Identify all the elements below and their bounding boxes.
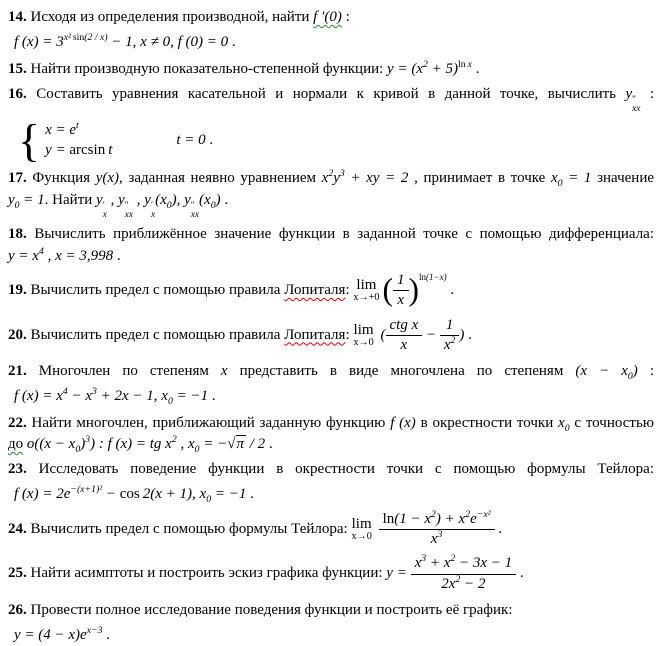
problem-text: Исследовать поведение функции в окрестности точки с помощью формулы Тейлора: — [38, 461, 654, 478]
problem-text: Найти производную показательно-степенной функции: $y = (x^2 + 5)^{ln x}$ . — [30, 58, 480, 77]
problem-number: 23. — [8, 461, 27, 478]
problem-14 — [8, 7, 654, 28]
formula: f $(x) = 3^{x^2 sin(2 / x)} - 1$, x ≠ 0, f (0) = 0 . — [14, 32, 236, 51]
problem-number: 19. — [8, 282, 27, 299]
problem-number: 25. — [8, 565, 27, 582]
problem-number: 18. — [8, 226, 27, 243]
formula: $y = (4 - x)e^{x-3}$ . — [14, 625, 111, 644]
formula: f $(x) = x^4 - x^3 + 2x - 1$, $x_0 = -1$ . — [14, 386, 216, 408]
problem-17 — [8, 168, 654, 220]
problem-text: Исходя из определения производной, найти f ′(0) : — [30, 9, 350, 25]
problem-text: Многочлен по степеням x представить в виде многочлена по степеням $(x - x_0)$ : — [38, 363, 654, 382]
system-brace: { — [18, 114, 41, 166]
system-equations — [45, 122, 112, 159]
problem-25 — [8, 555, 654, 593]
problem-20 — [8, 317, 654, 355]
system-condition: t = 0 . — [176, 132, 214, 148]
problem-number: 22. — [8, 414, 27, 431]
problem-number: 20. — [8, 326, 27, 343]
problem-number: 24. — [8, 520, 27, 537]
problem-14-formula — [14, 32, 654, 53]
problem-number: 16. — [8, 85, 27, 102]
system-equation-x: $x = e^t$ — [45, 120, 79, 138]
problem-21-formula — [14, 386, 654, 407]
problem-26 — [8, 600, 654, 621]
system-equation-y: y = arcsin t — [45, 142, 113, 158]
problem-22 — [8, 413, 654, 456]
problem-number: 14. — [8, 9, 27, 25]
problem-24 — [8, 508, 654, 549]
problem-number: 17. — [8, 170, 27, 187]
formula: f $(x) = 2e^{-(x+1)^2} - \cos 2(x + 1)$, $x_0 = -1$ . — [14, 484, 254, 506]
problem-text: Составить уравнения касательной и нормали к кривой в данной точке, вычислить y ″ xx : — [36, 85, 654, 115]
problem-23-formula — [14, 484, 654, 505]
problem-text: Функция y(x), заданная неявно уравнением $x^2y^3$ + xy = 2 , принимает в точке $x_0 = 1$ значение $y_0 = 1$. Найти y ′ x , y ″ xx , y ′ x $(x_0)$, y ″ xx $(x_0)$ . — [8, 168, 655, 221]
problem-16 — [8, 84, 654, 115]
problem-number: 26. — [8, 601, 27, 618]
problem-text: Найти асимптоты и построить эскиз графика функции: y = $\frac{x^3 + x^2 - 3x - 1}{2x^2 - 2}$ . — [30, 553, 524, 592]
problem-18 — [8, 224, 654, 267]
problem-number: 21. — [8, 363, 27, 379]
problem-16-system — [18, 114, 654, 166]
problem-text: Вычислить предел с помощью правила Лопиталя: lim x→+0 ( $\frac{1}{x}$ )$^{ln(1-x)}$ . — [30, 272, 455, 309]
problem-text: Провести полное исследование поведения функции и построить её график: — [30, 601, 513, 618]
problem-15 — [8, 59, 654, 80]
problem-number: 15. — [8, 60, 27, 77]
problem-19 — [8, 272, 654, 310]
problem-23 — [8, 459, 654, 480]
problem-text: Вычислить приближённое значение функции в заданной точке с помощью дифференциала: $y = x^4$ , x = 3,998 . — [8, 226, 655, 264]
problem-text: Вычислить предел с помощью формулы Тейлора: lim x→0 $\frac{\ln(1 - x^2) + x^2e^{-x^2}}{x^3}$ . — [30, 508, 503, 548]
problem-text: Вычислить предел с помощью правила Лопиталя: lim x→0 ( $\frac{\text{ctg x}}{x}$ − $\frac{1}{x^2}$ ) . — [30, 316, 472, 353]
problem-26-formula — [14, 625, 654, 646]
problem-21 — [8, 361, 654, 382]
problem-text: Найти многочлен, приближающий заданную функцию f (x) в окрестности точки $x_0$ с точностью до $o((x - x_0)^3)$ : f (x) = tg $x^2$ , $x_0 = -√\pi / 2$ . — [8, 414, 655, 455]
